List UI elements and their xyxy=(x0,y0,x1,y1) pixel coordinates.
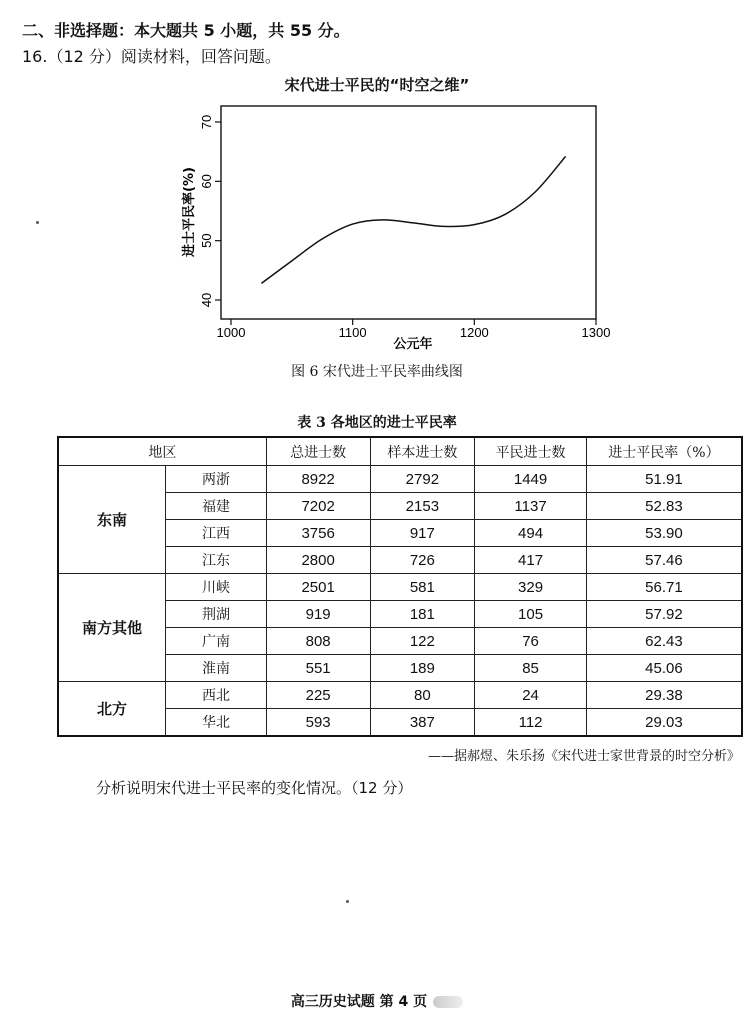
table-row xyxy=(58,574,742,601)
total-cell: 225 xyxy=(266,682,370,709)
header-total: 总进士数 xyxy=(266,437,370,466)
sample-cell: 917 xyxy=(370,520,475,547)
subregion-cell: 福建 xyxy=(166,493,267,520)
rate-cell: 53.90 xyxy=(586,520,742,547)
commoner-cell: 76 xyxy=(475,628,587,655)
x-axis-label: 公元年 xyxy=(393,337,433,352)
x-tick-label: 1200 xyxy=(459,325,489,340)
y-tick-label: 60 xyxy=(199,174,214,189)
subregion-cell: 华北 xyxy=(166,709,267,737)
x-tick-label: 1100 xyxy=(338,325,367,340)
chart-title: 宋代进士平民的“时空之维” xyxy=(284,76,470,94)
rate-cell: 62.43 xyxy=(586,628,742,655)
subregion-cell: 两浙 xyxy=(166,466,267,493)
subregion-cell: 淮南 xyxy=(166,655,267,682)
sample-cell: 2153 xyxy=(370,493,475,520)
total-cell: 808 xyxy=(266,628,370,655)
y-tick-label: 70 xyxy=(199,114,214,130)
total-cell: 2800 xyxy=(266,547,370,574)
total-cell: 3756 xyxy=(266,520,370,547)
region-cell: 北方 xyxy=(58,682,166,737)
commoner-cell: 85 xyxy=(475,655,587,682)
commoner-cell: 494 xyxy=(475,520,587,547)
subregion-cell: 川峡 xyxy=(166,574,267,601)
total-cell: 919 xyxy=(266,601,370,628)
rate-cell: 57.46 xyxy=(586,547,742,574)
footer-text: 高三历史试题 第 4 页 xyxy=(290,994,428,1010)
scan-speck xyxy=(36,221,39,224)
sample-cell: 189 xyxy=(370,655,475,682)
total-cell: 8922 xyxy=(266,466,370,493)
rate-cell: 56.71 xyxy=(586,574,742,601)
table-row xyxy=(58,682,742,709)
sample-cell: 581 xyxy=(370,574,475,601)
commoner-cell: 1449 xyxy=(475,466,587,493)
total-cell: 2501 xyxy=(266,574,370,601)
table-header-row xyxy=(58,437,742,466)
commoner-cell: 105 xyxy=(475,601,587,628)
scan-smudge xyxy=(433,996,463,1008)
plot-frame xyxy=(221,106,596,319)
region-rate-table xyxy=(57,436,743,737)
table-row xyxy=(58,466,742,493)
total-cell: 593 xyxy=(266,709,370,737)
y-axis-label: 进士平民率(%) xyxy=(182,167,197,257)
sample-cell: 726 xyxy=(370,547,475,574)
commoner-cell: 329 xyxy=(475,574,587,601)
sample-cell: 2792 xyxy=(370,466,475,493)
x-tick-label: 1300 xyxy=(581,325,611,340)
rate-cell: 51.91 xyxy=(586,466,742,493)
subregion-cell: 江东 xyxy=(166,547,267,574)
scan-speck xyxy=(346,900,349,903)
subregion-cell: 荆湖 xyxy=(166,601,267,628)
region-cell: 南方其他 xyxy=(58,574,166,682)
rate-cell: 52.83 xyxy=(586,493,742,520)
line-chart xyxy=(0,0,754,360)
table-caption: 表 3 各地区的进士平民率 xyxy=(297,415,457,431)
rate-cell: 45.06 xyxy=(586,655,742,682)
subregion-cell: 江西 xyxy=(166,520,267,547)
commoner-cell: 24 xyxy=(475,682,587,709)
source-citation: ——据郝煜、朱乐扬《宋代进士家世背景的时空分析》 xyxy=(427,749,740,764)
section-heading: 二、非选择题：本大题共 5 小题，共 55 分。 xyxy=(22,21,350,40)
sample-cell: 181 xyxy=(370,601,475,628)
page-footer xyxy=(0,991,754,1011)
header-rate: 进士平民率（%） xyxy=(586,437,742,466)
commoner-cell: 1137 xyxy=(475,493,587,520)
sample-cell: 122 xyxy=(370,628,475,655)
header-commoner: 平民进士数 xyxy=(475,437,587,466)
header-region: 地区 xyxy=(58,437,266,466)
rate-cell: 29.38 xyxy=(586,682,742,709)
region-cell: 东南 xyxy=(58,466,166,574)
subregion-cell: 西北 xyxy=(166,682,267,709)
y-tick-label: 50 xyxy=(199,233,214,248)
header-sample: 样本进士数 xyxy=(370,437,475,466)
x-tick-label: 1000 xyxy=(216,325,246,340)
rate-cell: 57.92 xyxy=(586,601,742,628)
total-cell: 7202 xyxy=(266,493,370,520)
sample-cell: 387 xyxy=(370,709,475,737)
sample-cell: 80 xyxy=(370,682,475,709)
rate-cell: 29.03 xyxy=(586,709,742,737)
commoner-cell: 417 xyxy=(475,547,587,574)
y-tick-label: 40 xyxy=(199,292,214,308)
commoner-cell: 112 xyxy=(475,709,587,737)
subregion-cell: 广南 xyxy=(166,628,267,655)
series-line xyxy=(261,156,565,283)
question-heading: 16.（12 分）阅读材料，回答问题。 xyxy=(22,47,281,66)
question-prompt: 分析说明宋代进士平民率的变化情况。（12 分） xyxy=(96,779,413,797)
total-cell: 551 xyxy=(266,655,370,682)
figure-caption: 图 6 宋代进士平民率曲线图 xyxy=(291,364,463,380)
